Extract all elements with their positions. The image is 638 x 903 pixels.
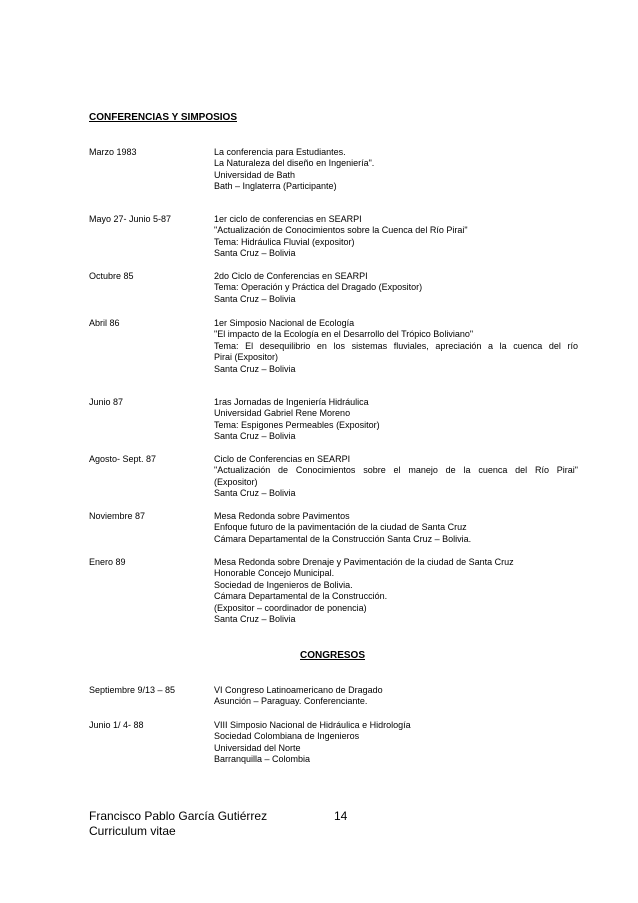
entry-line: Tema: El desequilibrio en los sistemas fluviales, apreciación a la cuenca del río <box>214 340 578 351</box>
entry-line: Universidad de Bath <box>214 169 296 180</box>
entry-line: Sociedad Colombiana de Ingenieros <box>214 731 360 742</box>
entry-description <box>214 271 578 305</box>
entry-line: 1er ciclo de conferencias en SEARPI <box>214 214 362 224</box>
entry-line: Honorable Concejo Municipal. <box>214 568 335 579</box>
entry-line: (Expositor) <box>214 476 258 487</box>
entry-line: Santa Cruz – Bolivia <box>214 488 296 499</box>
entry-line: Mesa Redonda sobre Drenaje y Pavimentación de la ciudad de Santa Cruz <box>214 557 514 567</box>
entry-line: 1er Simposio Nacional de Ecología <box>214 318 355 328</box>
entry-line: "Actualización de Conocimientos sobre el manejo de la cuenca del Río Pirai" <box>214 465 578 476</box>
footer-name: Francisco Pablo García Gutiérrez <box>89 809 268 823</box>
entry-line: Santa Cruz – Bolivia <box>214 614 296 625</box>
entry-line: VIII Simposio Nacional de Hidráulica e Hidrología <box>214 720 411 730</box>
entry-line: Mesa Redonda sobre Pavimentos <box>214 511 350 521</box>
entry-date: Agosto- Sept. 87 <box>89 454 157 464</box>
entry-line: (Expositor – coordinador de ponencia) <box>214 602 367 613</box>
entry-line: 1ras Jornadas de Ingeniería Hidráulica <box>214 397 369 407</box>
entry-line: Cámara Departamental de la Construcción. <box>214 591 388 602</box>
entry-line: Santa Cruz – Bolivia <box>214 248 296 259</box>
entry-line: Tema: Hidráulica Fluvial (expositor) <box>214 236 355 247</box>
entry-description <box>214 214 578 260</box>
entry-line: 2do Ciclo de Conferencias en SEARPI <box>214 271 368 281</box>
entry-description <box>214 454 578 500</box>
entry-line: Enfoque futuro de la pavimentación de la ciudad de Santa Cruz <box>214 522 467 533</box>
entry-line: Sociedad de Ingenieros de Bolivia. <box>214 579 353 590</box>
entry-line: "El impacto de la Ecología en el Desarrollo del Trópico Boliviano" <box>214 329 474 340</box>
entry-line: "Actualización de Conocimientos sobre la Cuenca del Río Pirai" <box>214 225 468 236</box>
entry-line: Universidad Gabriel Rene Moreno <box>214 408 351 419</box>
entry-line: Santa Cruz – Bolivia <box>214 293 296 304</box>
entry-description <box>214 511 578 545</box>
entry-date: Abril 86 <box>89 318 120 328</box>
entry-line: Santa Cruz – Bolivia <box>214 363 296 374</box>
entry-line: Tema: Operación y Práctica del Dragado (Expositor) <box>214 282 423 293</box>
entry-date: Octubre 85 <box>89 271 134 281</box>
footer-subtitle: Curriculum vitae <box>89 824 176 838</box>
entry-description <box>214 720 578 766</box>
entry-description <box>214 397 578 443</box>
entry-line: Cámara Departamental de la Construcción Santa Cruz – Bolivia. <box>214 533 472 544</box>
entry-line: Barranquilla – Colombia <box>214 754 311 765</box>
entry-line: Ciclo de Conferencias en SEARPI <box>214 454 351 464</box>
entry-line: La conferencia para Estudiantes. <box>214 147 346 157</box>
page-number: 14 <box>334 809 348 823</box>
congresos-heading: CONGRESOS <box>300 650 366 661</box>
entry-date: Enero 89 <box>89 557 126 567</box>
entry-line: Bath – Inglaterra (Participante) <box>214 181 337 192</box>
conferencias-heading: CONFERENCIAS Y SIMPOSIOS <box>89 112 237 123</box>
entry-date: Mayo 27- Junio 5-87 <box>89 214 172 224</box>
entry-description <box>214 685 578 708</box>
entry-line: Tema: Espigones Permeables (Expositor) <box>214 419 380 430</box>
entry-line: Universidad del Norte <box>214 742 301 753</box>
entry-description <box>214 318 578 375</box>
entry-date: Marzo 1983 <box>89 147 137 157</box>
footer-author <box>89 809 267 839</box>
entry-date: Junio 1/ 4- 88 <box>89 720 144 730</box>
entry-line: Santa Cruz – Bolivia <box>214 431 296 442</box>
entry-date: Septiembre 9/13 – 85 <box>89 685 176 695</box>
entry-date: Junio 87 <box>89 397 124 407</box>
entry-line: Asunción – Paraguay. Conferenciante. <box>214 696 368 707</box>
entry-description <box>214 147 578 193</box>
entry-line: VI Congreso Latinoamericano de Dragado <box>214 685 383 695</box>
entry-line: Pirai (Expositor) <box>214 352 279 363</box>
entry-line: La Naturaleza del diseño en Ingeniería". <box>214 158 375 169</box>
entry-description <box>214 557 578 625</box>
entry-date: Noviembre 87 <box>89 511 146 521</box>
